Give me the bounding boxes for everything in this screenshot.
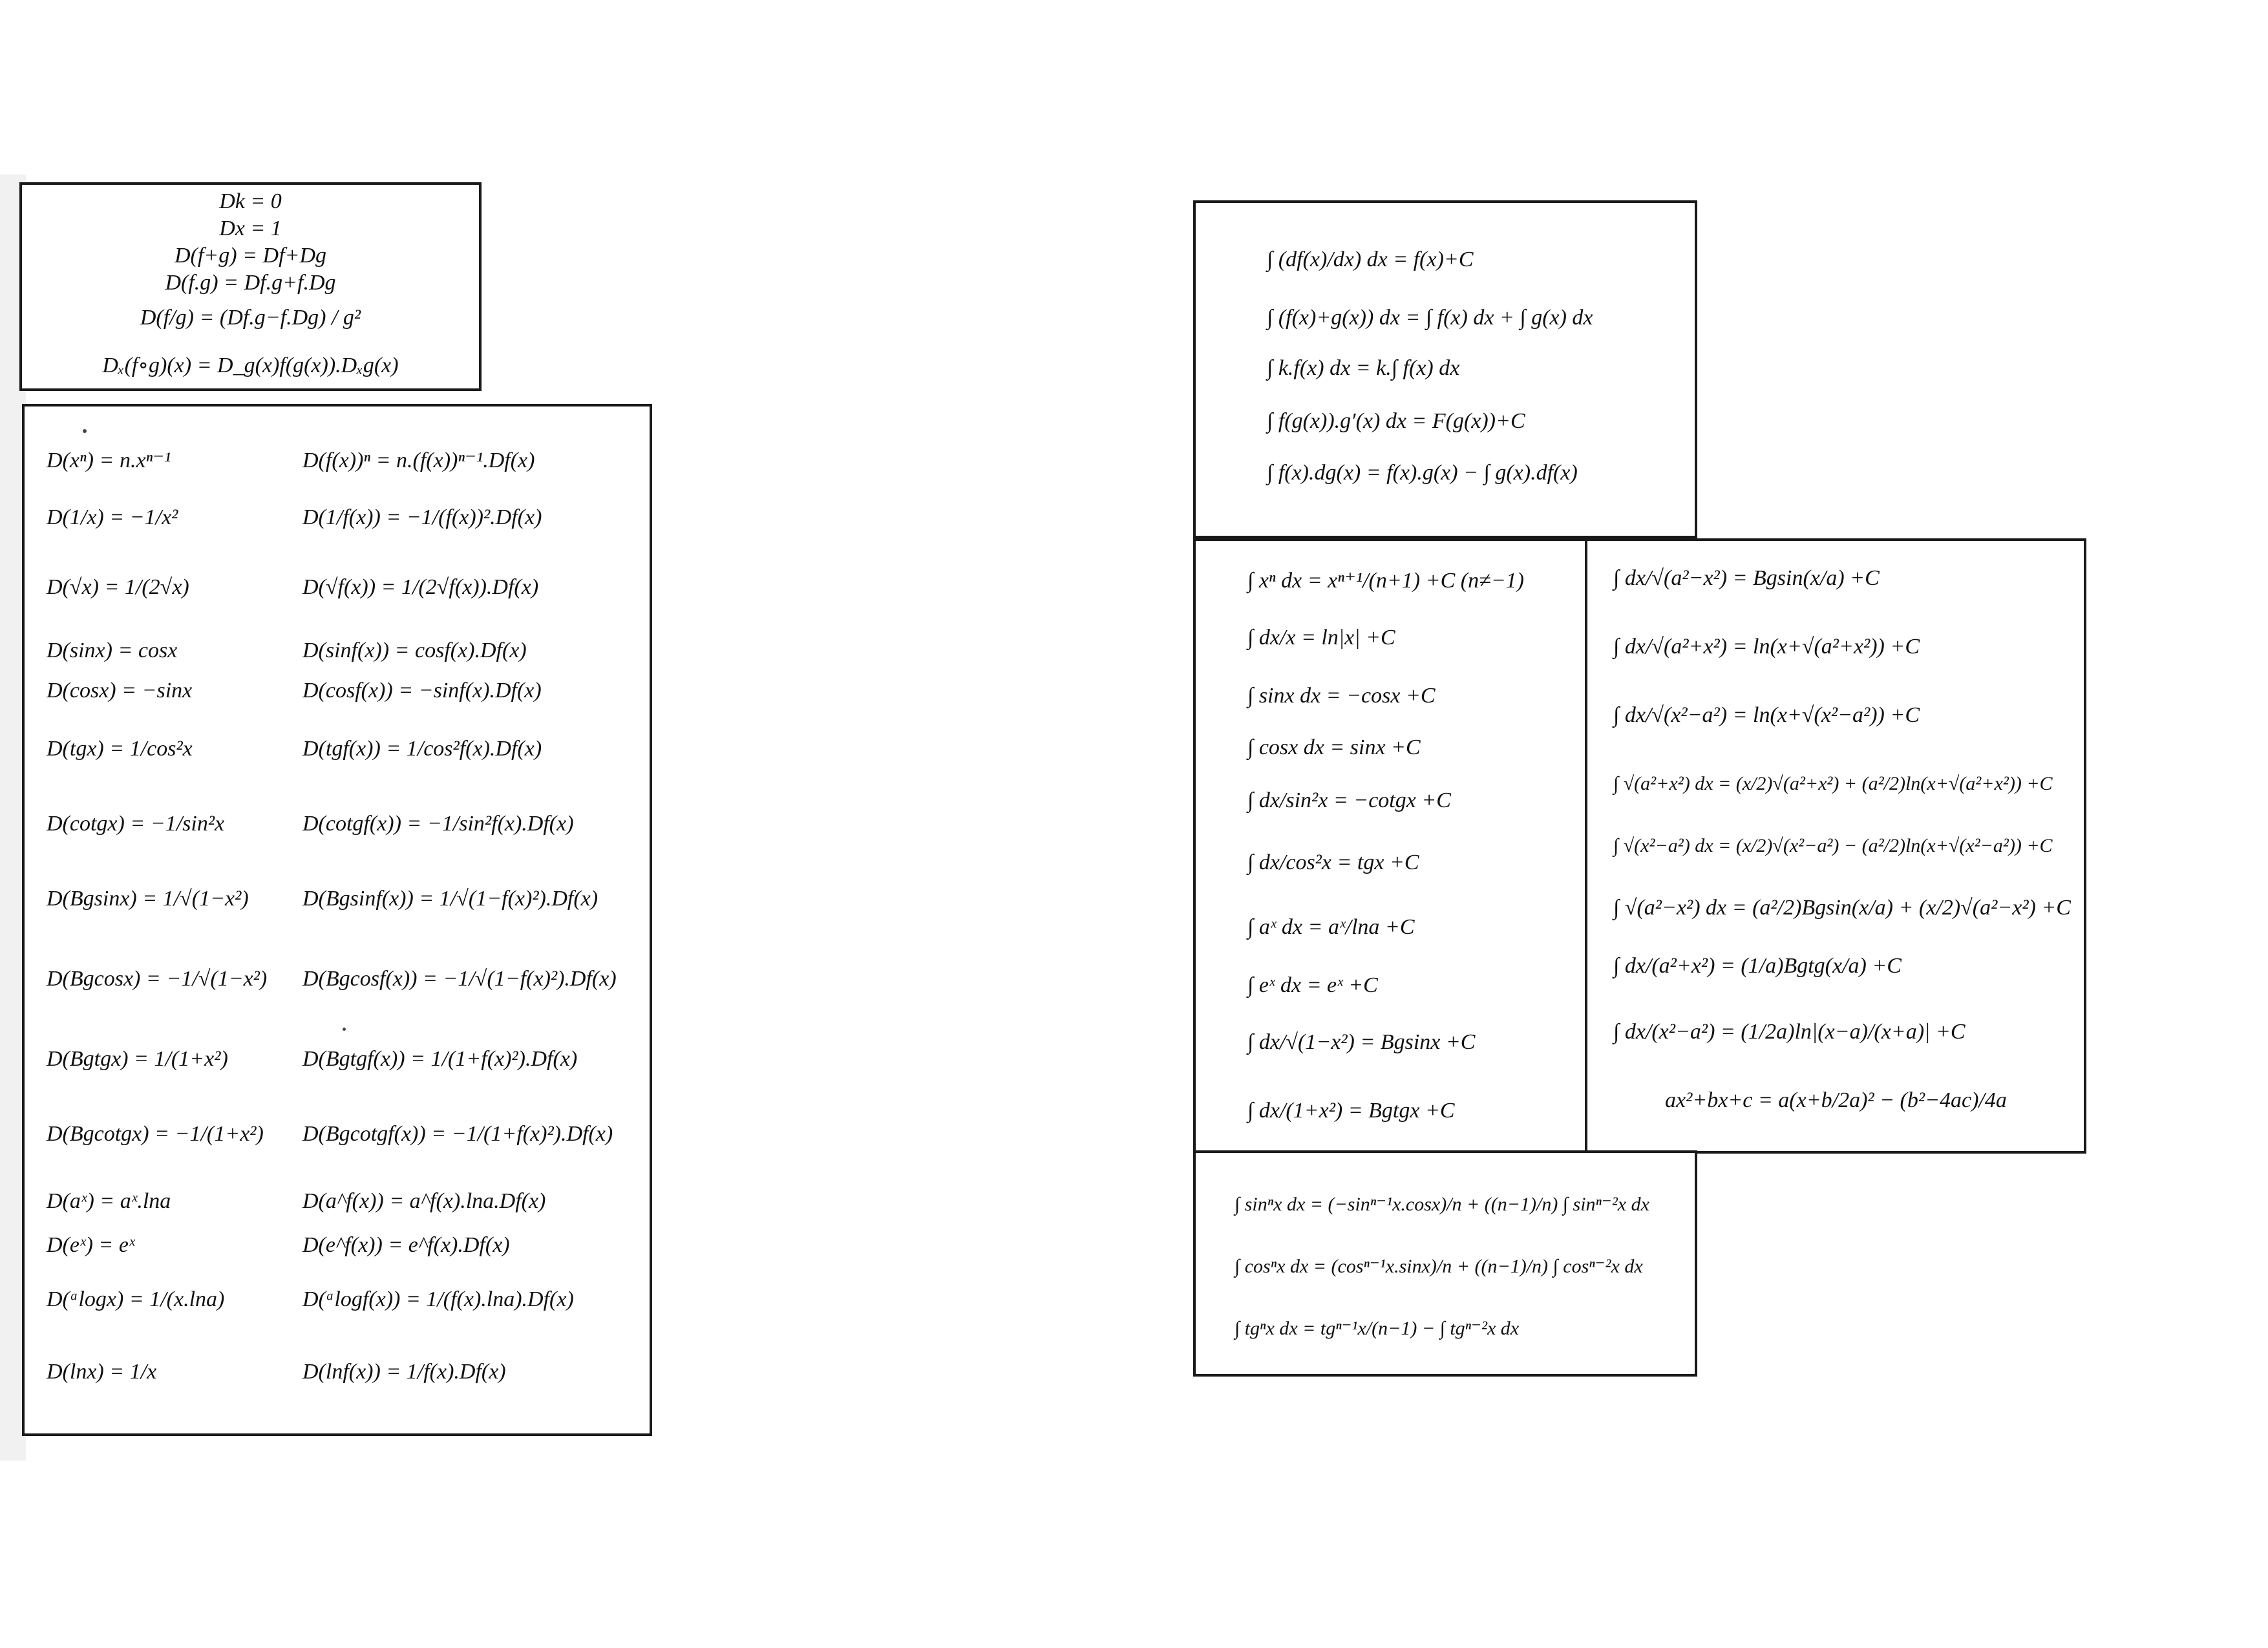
table-row-right: D(a^f(x)) = a^f(x).lna.Df(x)	[302, 1189, 546, 1213]
reduction-formulas-box	[1193, 1150, 1697, 1377]
integral-line: ∫ dx/√(x²−a²) = ln(x+√(x²−a²)) +C	[1613, 703, 1920, 727]
table-row-left: D(√x) = 1/(2√x)	[47, 575, 189, 599]
table-row-left: D(xⁿ) = n.xⁿ⁻¹	[47, 449, 171, 472]
advanced-integrals-box	[1585, 538, 2086, 1154]
table-row-left: D(Bgcotgx) = −1/(1+x²)	[47, 1122, 264, 1146]
table-row-right: D(Bgsinf(x)) = 1/√(1−f(x)²).Df(x)	[302, 887, 599, 911]
integral-line: ∫ dx/cos²x = tgx +C	[1247, 850, 1419, 874]
rule-line: D(f/g) = (Df.g−f.Dg) / g²	[140, 306, 361, 330]
table-row-right: D(Bgcosf(x)) = −1/√(1−f(x)²).Df(x)	[302, 967, 617, 991]
rule-line: ∫ f(x).dg(x) = f(x).g(x) − ∫ g(x).df(x)	[1267, 461, 1578, 485]
integral-line: ∫ √(a²+x²) dx = (x/2)√(a²+x²) + (a²/2)ln(x+√(a²+x²)) +C	[1613, 773, 2053, 794]
rule-line: Dₓ(f∘g)(x) = D_g(x)f(g(x)).Dₓg(x)	[102, 354, 399, 377]
table-row-right: D(e^f(x)) = e^f(x).Df(x)	[302, 1233, 510, 1257]
rule-line: D(f+g) = Df+Dg	[174, 244, 327, 268]
table-row-right: D(lnf(x)) = 1/f(x).Df(x)	[302, 1360, 506, 1384]
integral-line: ∫ dx/(1+x²) = Bgtgx +C	[1247, 1099, 1455, 1123]
integral-line: ∫ dx/√(1−x²) = Bgsinx +C	[1247, 1030, 1476, 1054]
integral-line: ∫ sinx dx = −cosx +C	[1247, 684, 1436, 708]
integral-line: ∫ xⁿ dx = xⁿ⁺¹/(n+1) +C (n≠−1)	[1247, 569, 1524, 593]
integral-line: ∫ dx/√(a²−x²) = Bgsin(x/a) +C	[1613, 566, 1880, 590]
integral-line: ∫ aˣ dx = aˣ/lna +C	[1247, 915, 1415, 939]
derivative-rules-box	[19, 182, 482, 391]
integral-line: ∫ dx/√(a²+x²) = ln(x+√(a²+x²)) +C	[1613, 635, 1920, 659]
table-row-right: D(f(x))ⁿ = n.(f(x))ⁿ⁻¹.Df(x)	[302, 449, 535, 472]
table-row-left: D(cotgx) = −1/sin²x	[47, 812, 225, 836]
table-row-left: D(Bgsinx) = 1/√(1−x²)	[47, 887, 249, 911]
table-row-right: D(tgf(x)) = 1/cos²f(x).Df(x)	[302, 737, 542, 761]
basic-integrals-box	[1193, 538, 1587, 1154]
scan-speck	[343, 1028, 346, 1031]
rule-line: Dk = 0	[219, 189, 282, 213]
reduction-line: ∫ tgⁿx dx = tgⁿ⁻¹x/(n−1) − ∫ tgⁿ⁻²x dx	[1235, 1318, 1520, 1339]
integral-line: ∫ dx/(x²−a²) = (1/2a)ln|(x−a)/(x+a)| +C	[1613, 1020, 1966, 1044]
reduction-line: ∫ sinⁿx dx = (−sinⁿ⁻¹x.cosx)/n + ((n−1)/n) ∫ sinⁿ⁻²x dx	[1235, 1194, 1649, 1215]
integral-line: ∫ dx/sin²x = −cotgx +C	[1247, 788, 1451, 812]
scan-speck	[83, 429, 87, 433]
table-row-right: D(ᵃlogf(x)) = 1/(f(x).lna).Df(x)	[302, 1287, 574, 1311]
rule-line: ∫ (f(x)+g(x)) dx = ∫ f(x) dx + ∫ g(x) dx	[1267, 306, 1593, 330]
table-row-left: D(sinx) = cosx	[47, 639, 178, 662]
integral-line: ∫ eˣ dx = eˣ +C	[1247, 973, 1378, 997]
table-row-right: D(Bgtgf(x)) = 1/(1+f(x)²).Df(x)	[302, 1047, 578, 1071]
reduction-line: ∫ cosⁿx dx = (cosⁿ⁻¹x.sinx)/n + ((n−1)/n) ∫ cosⁿ⁻²x dx	[1235, 1256, 1643, 1277]
rule-line: ∫ k.f(x) dx = k.∫ f(x) dx	[1267, 356, 1460, 380]
table-row-left: D(aˣ) = aˣ.lna	[47, 1189, 171, 1213]
table-row-right: D(√f(x)) = 1/(2√f(x)).Df(x)	[302, 575, 539, 599]
table-row-left: D(Bgtgx) = 1/(1+x²)	[47, 1047, 228, 1071]
table-row-left: D(Bgcosx) = −1/√(1−x²)	[47, 967, 268, 991]
rule-line: ∫ (df(x)/dx) dx = f(x)+C	[1267, 248, 1474, 271]
table-row-right: D(cotgf(x)) = −1/sin²f(x).Df(x)	[302, 812, 574, 836]
integral-rules-box	[1193, 200, 1697, 538]
table-row-left: D(ᵃlogx) = 1/(x.lna)	[47, 1287, 225, 1311]
rule-line: Dx = 1	[219, 217, 282, 240]
table-row-right: D(cosf(x)) = −sinf(x).Df(x)	[302, 679, 542, 703]
table-row-right: D(1/f(x)) = −1/(f(x))².Df(x)	[302, 505, 542, 529]
rule-line: D(f.g) = Df.g+f.Dg	[165, 271, 336, 295]
table-row-left: D(eˣ) = eˣ	[47, 1233, 135, 1257]
integral-line: ∫ √(a²−x²) dx = (a²/2)Bgsin(x/a) + (x/2)√(a²−x²) +C	[1613, 896, 2071, 920]
integral-line: ∫ √(x²−a²) dx = (x/2)√(x²−a²) − (a²/2)ln(x+√(x²−a²)) +C	[1613, 835, 2053, 856]
integral-line: ∫ dx/(a²+x²) = (1/a)Bgtg(x/a) +C	[1613, 954, 1902, 978]
derivative-table-box	[22, 404, 652, 1436]
table-row-left: D(lnx) = 1/x	[47, 1360, 157, 1384]
integral-line: ∫ dx/x = ln|x| +C	[1247, 626, 1395, 650]
integral-line: ax²+bx+c = a(x+b/2a)² − (b²−4ac)/4a	[1665, 1088, 2007, 1112]
rule-line: ∫ f(g(x)).g′(x) dx = F(g(x))+C	[1267, 409, 1525, 433]
integral-line: ∫ cosx dx = sinx +C	[1247, 735, 1421, 759]
table-row-right: D(sinf(x)) = cosf(x).Df(x)	[302, 639, 527, 662]
table-row-left: D(tgx) = 1/cos²x	[47, 737, 193, 761]
table-row-left: D(cosx) = −sinx	[47, 679, 193, 703]
table-row-left: D(1/x) = −1/x²	[47, 505, 178, 529]
table-row-right: D(Bgcotgf(x)) = −1/(1+f(x)²).Df(x)	[302, 1122, 613, 1146]
